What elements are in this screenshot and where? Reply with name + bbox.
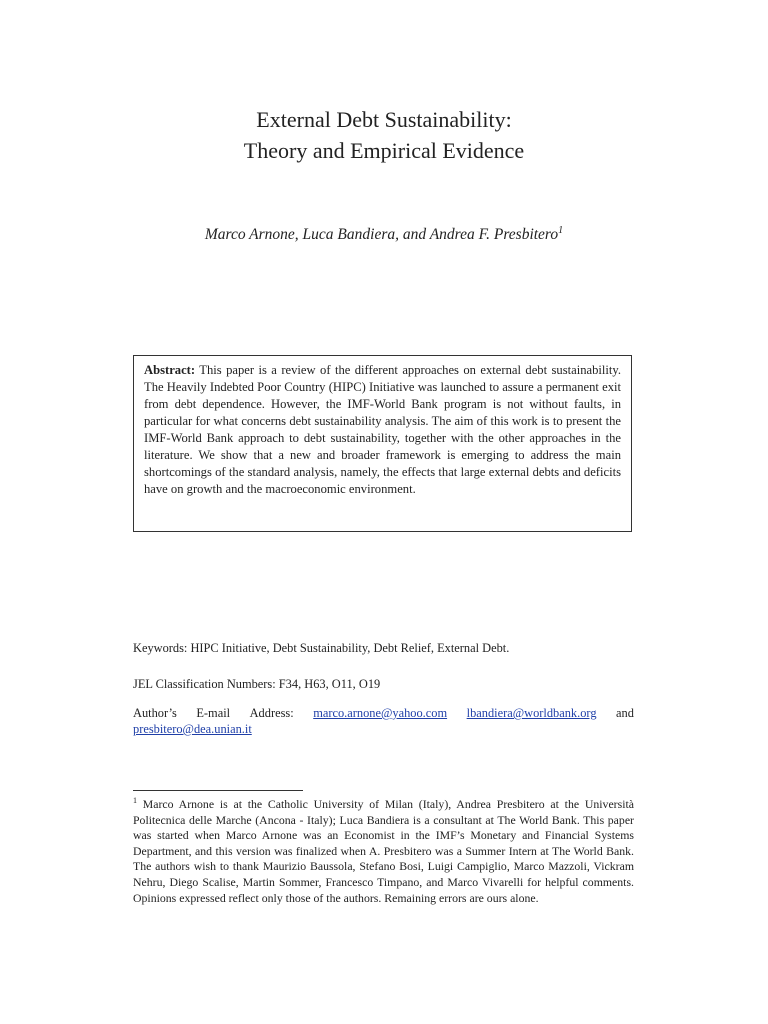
author-email-block: [133, 705, 634, 737]
email-link-bandiera[interactable]: lbandiera@worldbank.org: [466, 706, 597, 720]
email-row: [133, 705, 634, 721]
footnote-mark: 1: [133, 796, 137, 806]
footnote-divider: [133, 790, 303, 791]
keywords: Keywords: HIPC Initiative, Debt Sustainability, Debt Relief, External Debt.: [133, 641, 510, 655]
author-footnote-mark: 1: [558, 224, 564, 236]
email-link-arnone[interactable]: marco.arnone@yahoo.com: [313, 706, 448, 720]
title-line-1: External Debt Sustainability:: [256, 107, 512, 132]
paper-title: [0, 104, 768, 166]
title-line-2: Theory and Empirical Evidence: [243, 138, 525, 163]
email-connector: and: [616, 706, 634, 720]
email-label-address: Address:: [249, 706, 294, 720]
email-label-author: Author’s: [133, 706, 177, 720]
footnote: [133, 797, 634, 906]
footnote-text: Marco Arnone is at the Catholic University of Milan (Italy), Andrea Presbitero at the Università Politecnica delle Marche (Ancona - Italy); Luca Bandiera is a consultant at The World Bank. This paper was started when Marco Arnone was an Economist in the IMF’s Monetary and Financial Systems Department, and this version was finalized when A. Presbitero was a Summer Intern at The World Bank. The authors wish to thank Maurizio Baussola, Stefano Bosi, Luigi Campiglio, Marco Mazzoli, Vickram Nehru, Diego Scalise, Martin Sommer, Francesco Timpano, and Marco Vivarelli for helpful comments. Opinions expressed reflect only those of the authors. Remaining errors are ours alone.: [133, 797, 634, 905]
abstract-text: This paper is a review of the different approaches on external debt sustainability. The Heavily Indebted Poor Country (HIPC) Initiative was launched to assure a permanent exit from debt dependence. However, the IMF-World Bank program is not without faults, in particular for what concerns debt sustainability analysis. The aim of this work is to present the IMF-World Bank approach to debt sustainability, together with the other approaches in the literature. We show that a new and broader framework is emerging to address the main shortcomings of the standard analysis, namely, the effects that large external debts and deficits have on growth and the macroeconomic environment.: [144, 363, 621, 496]
abstract-box: [133, 355, 632, 532]
email-label-email: E-mail: [196, 706, 231, 720]
author-names: Marco Arnone, Luca Bandiera, and Andrea F. Presbitero: [204, 226, 559, 243]
jel-classification: JEL Classification Numbers: F34, H63, O11, O19: [133, 677, 381, 691]
email-link-presbitero[interactable]: presbitero@dea.unian.it: [133, 722, 252, 736]
abstract-label: Abstract:: [144, 363, 196, 377]
author-list: [0, 226, 768, 244]
